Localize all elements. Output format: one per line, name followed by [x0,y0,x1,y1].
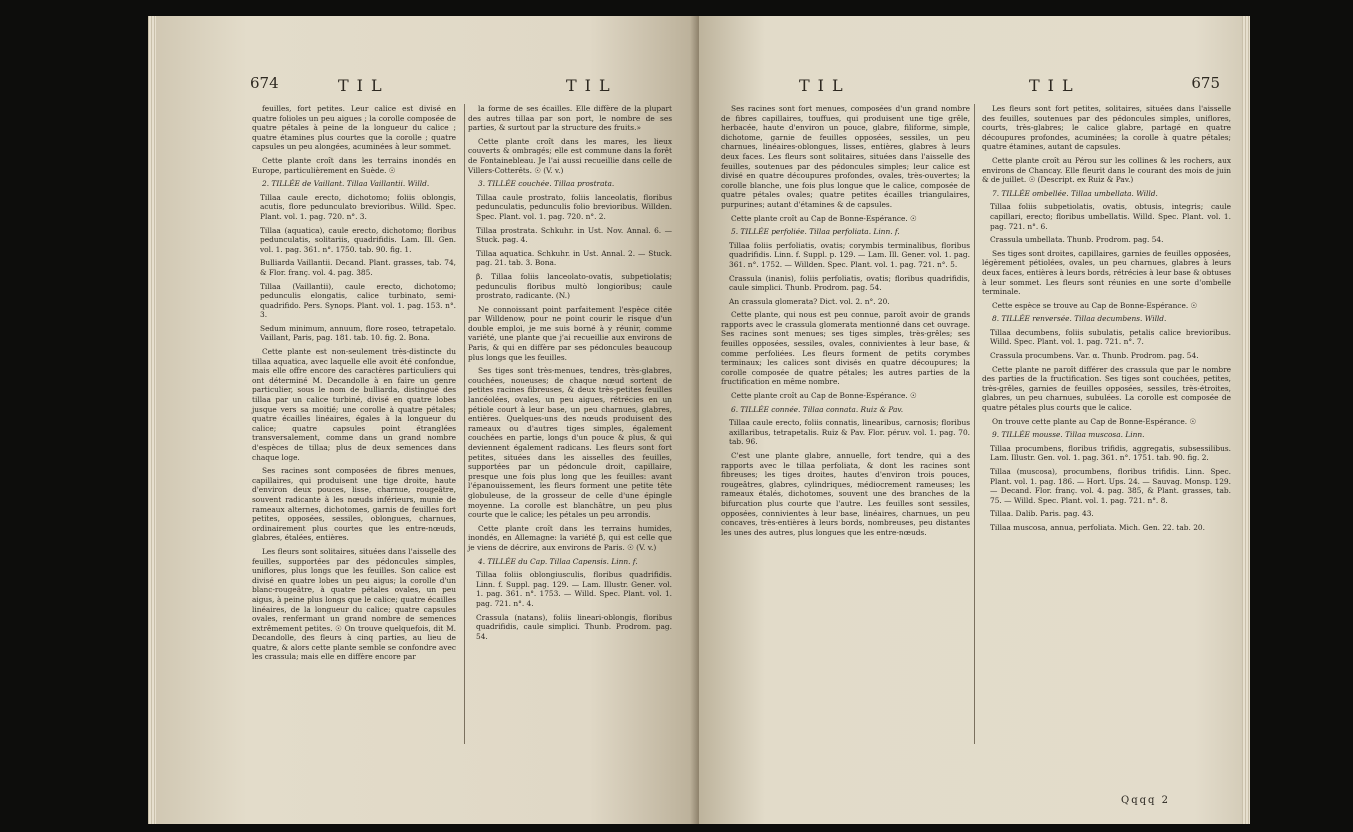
column-divider [464,104,465,744]
paragraph: Tillaa caule erecto, foliis connatis, linearibus, carnosis; floribus axillaribus, tetrapetalis. Ruiz & Pav. Flor. péruv. vol. 1. pag. 70. tab. 96. [729,418,970,447]
paragraph: 5. TILLÉE perfoliée. Tillaa perfoliata. Linn. f. [731,227,900,237]
paragraph: Tillaa caule erecto, dichotomo; foliis oblongis, acutis, flore pedunculato brevioribus. Willd. Spec. Plant. vol. 1. pag. 720. n°. 3. [260,192,456,221]
paragraph: Cette espèce se trouve au Cap de Bonne-Espérance. ☉ [992,300,1198,310]
left-running-head: TIL [338,76,390,95]
right-running-head: TIL [1029,76,1081,95]
book-spread [148,16,1250,824]
left-page [148,16,699,824]
paragraph: Cette plante croît dans les mares, les lieux couverts & ombragés; elle est commune dans la forêt de Fontainebleau. Je l'ai aussi recueillie dans celle de Villers-Cotterêts. ☉ (V. v.) [468,136,672,175]
paragraph: Tillaa decumbens, foliis subulatis, petalis calice brevioribus. Willd. Spec. Plant. vol. 1. pag. 721. n°. 7. [990,327,1231,347]
left-page-number: 674 [250,74,279,92]
paragraph: Les fleurs sont solitaires, situées dans l'aisselle des feuilles, supportées par des pédoncules simples, uniflores, plus longs que les feuilles. Son calice est divisé en quatre lobes un peu aigus; la corolle d'un blanc-rougeâtre, à quatre pétales ovales, un peu aigus, à peine plus longs que le calice; quatre écailles linéaires, de la longueur du calice; quatre capsules ovales, renfermant un grand nombre de semences extrêmement petites. ☉ On trouve quelquefois, dit M. Decandolle, des fleurs à cinq parties, au lieu de quatre, & alors cette plante semble se confondre avec les crassula; mais elle en diffère encore par [252,546,456,662]
paragraph: 8. TILLÉE renversée. Tillaa decumbens. Willd. [992,314,1167,324]
paragraph: Sedum minimum, annuum, flore roseo, tetrapetalo. Vaillant, Paris, pag. 181. tab. 10. fig. 2. Bona. [260,323,456,343]
paragraph: Cette plante croît au Cap de Bonne-Espérance. ☉ [731,213,917,223]
paragraph: Cette plante croît dans les terrains humides, inondés, en Allemagne: la variété β, qui est celle que je viens de décrire, aux environs de Paris. ☉ (V. v.) [468,523,672,552]
paragraph: Tillaa caule prostrato, foliis lanceolatis, floribus pedunculatis, pedunculis folio brevioribus. Willden. Spec. Plant. vol. 1. pag. 720. n°. 2. [476,192,672,221]
paragraph: Cette plante croît au Pérou sur les collines & les rochers, aux environs de Chancay. Elle fleurit dans le courant des mois de juin & de juillet. ☉ (Descript. ex Ruiz & Pav.) [982,155,1231,185]
left-running-head-right: TIL [566,76,618,95]
left-column-2 [468,104,672,666]
left-columns [252,104,672,666]
paragraph: Tillaa (Vaillantii), caule erecto, dichotomo; pedunculis elongatis, calice turbinato, semi-quadrifido. Pers. Synops. Plant. vol. 1. pag. 153. n°. 3. [260,281,456,320]
paragraph: Tillaa. Dalib. Paris. pag. 43. [990,509,1094,519]
paragraph: On trouve cette plante au Cap de Bonne-Espérance. ☉ [992,416,1197,426]
paragraph: Ne connoissant point parfaitement l'espèce citée par Willdenow, pour ne point courir le risque d'un double emploi, je me suis borné à y réunir, comme variété, une plante que j'ai recueillie aux environs de Paris, & qui en diffère par ses pédoncules beaucoup plus longs que les feuilles. [468,304,672,362]
paragraph: Ses racines sont composées de fibres menues, capillaires, qui produisent une tige droite, haute d'environ deux pouces, lisse, charnue, rougeâtre, souvent radicante à les nœuds inférieurs, munie de rameaux alternes, dichotomes, garnis de feuilles fort petites, opposées, sessiles, oblongues, charnues, ordinairement plus courtes que les entre-nœuds, glabres, étalées, entières. [252,466,456,543]
paragraph: feuilles, fort petites. Leur calice est divisé en quatre folioles un peu aigues ; la corolle composée de quatre pétales à peine de la longueur du calice ; quatre étamines plus courtes que la corolle ; quatre capsules un peu alongées, acuminées à leur sommet. [252,104,456,152]
paragraph: 6. TILLÉE connée. Tillaa connata. Ruiz & Pav. [731,404,904,414]
right-running-head-left: TIL [799,76,851,95]
paragraph: Tillaa (muscosa), procumbens, floribus trifidis. Linn. Spec. Plant. vol. 1. pag. 186. — Hort. Ups. 24. — Sauvag. Monsp. 129. — Decand. Flor. franç. vol. 4. pag. 385, & Plant. grasses, tab. 75. — Willd. Spec. Plant. vol. 1. pag. 721. n°. 8. [990,467,1231,505]
right-columns [721,104,1231,541]
paragraph: Tillaa (aquatica), caule erecto, dichotomo; floribus pedunculatis, solitariis, quadrifidis. Lam. Ill. Gen. vol. 1. pag. 361. n°. 1750. tab. 90. fig. 1. [260,225,456,254]
paragraph: Tillaa procumbens, floribus trifidis, aggregatis, subsessilibus. Lam. Illustr. Gen. vol. 1. pag. 361. n°. 1751. tab. 90. fig. 2. [990,443,1231,463]
paragraph: Tillaa foliis subpetiolatis, ovatis, obtusis, integris; caule capillari, erecto; floribus umbellatis. Willd. Spec. Plant. vol. 1. pag. 721. n°. 6. [990,202,1231,231]
right-page-number: 675 [1191,74,1220,92]
paragraph: Crassula procumbens. Var. α. Thunb. Prodrom. pag. 54. [990,351,1199,361]
paragraph: 2. TILLÉE de Vaillant. Tillaa Vaillantii. Willd. [262,179,430,189]
paragraph: Cette plante croît au Cap de Bonne-Espérance. ☉ [731,391,917,401]
paragraph: Crassula umbellata. Thunb. Prodrom. pag. 54. [990,235,1164,245]
paragraph: la forme de ses écailles. Elle diffère de la plupart des autres tillaa par son port, le nombre de ses parties, & surtout par la structure des fruits.» [468,104,672,133]
paragraph: Bulliarda Vaillantii. Decand. Plant. grasses, tab. 74, & Flor. franç. vol. 4. pag. 385. [260,258,456,277]
paragraph: 7. TILLÉE ombellée. Tillaa umbellata. Willd. [992,188,1158,198]
paragraph: Tillaa prostrata. Schkuhr. in Ust. Nov. Annal. 6. — Stuck. pag. 4. [476,225,672,245]
paragraph: C'est une plante glabre, annuelle, fort tendre, qui a des rapports avec le tillaa perfoliata, & dont les racines sont fibreuses; les tiges droites, hautes d'environ trois pouces, rougeâtres, glabres, cylindriques, médiocrement rameuses; les rameaux étalés, dichotomes, souvent une des branches de la bifurcation plus courte que l'autre. Les feuilles sont sessiles, opposées, connivientes à leur base, linéaires, charnues, un peu concaves, très-entières à leurs bords, nombreuses, peu distantes les unes des autres, plus longues que les entre-nœuds. [721,451,970,537]
column-divider [974,104,975,744]
paragraph: Cette plante ne paroît différer des crassula que par le nombre des parties de la fructification. Ses tiges sont couchées, petites, très-grêles, garnies de feuilles opposées, sessiles, très-étroites, glabres, un peu charnues, subulées. La corolle est composée de quatre pétales plus courts que le calice. [982,364,1231,413]
signature-mark: Qqqq 2 [1121,795,1170,806]
right-page-edge [1242,16,1250,824]
left-column-1 [252,104,456,666]
paragraph: Crassula (inanis), foliis perfoliatis, ovatis; floribus quadrifidis, caule simplici. Thunb. Prodrom. pag. 54. [729,273,970,293]
right-page [699,16,1250,824]
paragraph: Ses racines sont fort menues, composées d'un grand nombre de fibres capillaires, touffues, qui produisent une tige grêle, herbacée, haute d'environ un pouce, glabre, filiforme, simple, dichotome, garnie de feuilles opposées, sessiles, un peu charnues, linéaires-oblongues, lisses, entières, glabres à leurs deux faces. Les fleurs sont solitaires, situées dans l'aisselle des feuilles, soutenues par des pédoncules simples; leur calice est divisé en quatre découpures profondes, ovales, très-ouvertes; la corolle blanche, une fois plus longue que le calice, composée de quatre pétales ovales; quatre petites écailles triangulaires, purpurines; autant d'étamines & de capsules. [721,104,970,209]
paragraph: Les fleurs sont fort petites, solitaires, situées dans l'aisselle des feuilles, soutenues par des pédoncules simples, uniflores, courts, très-glabres; le calice glabre, partagé en quatre découpures profondes, acuminées; la corolle à quatre pétales; quatre étamines, autant de capsules. [982,104,1231,152]
paragraph: Cette plante est non-seulement très-distincte du tillaa aquatica, avec laquelle elle avoit été confondue, mais elle offre encore des caractères particuliers qui ont déterminé M. Decandolle à en faire un genre particulier, sous le nom de bulliarda, distingué des tillaa par un calice turbiné, divisé en quatre lobes jusque vers sa moitié; une corolle à quatre pétales; quatre écailles linéaires, égales à la longueur du calice; quatre capsules point étranglées transversalement, comme dans un grand nombre d'espèces de tillaa; plus de deux semences dans chaque loge. [252,347,456,462]
right-column-1 [721,104,970,541]
paragraph: 3. TILLÉE couchée. Tillaa prostrata. [478,179,615,189]
right-column-2 [982,104,1231,541]
paragraph: β. Tillaa foliis lanceolato-ovatis, subpetiolatis; pedunculis floribus multò longioribus; caule prostrato, radicante. (N.) [476,271,672,301]
paragraph: 9. TILLÉE mousse. Tillaa muscosa. Linn. [992,430,1145,440]
paragraph: Cette plante croît dans les terrains inondés en Europe, particulièrement en Suède. ☉ [252,155,456,175]
paragraph: Tillaa muscosa, annua, perfoliata. Mich. Gen. 22. tab. 20. [990,522,1205,532]
paragraph: Tillaa foliis perfoliatis, ovatis; corymbis terminalibus, floribus quadrifidis. Linn. f. Suppl. p. 129. — Lam. Ill. Gener. vol. 1. pag. 361. n°. 1752. — Willden. Spec. Plant. vol. 1. pag. 721. n°. 5. [729,240,970,269]
paragraph: 4. TILLÉE du Cap. Tillaa Capensis. Linn. f. [478,556,638,566]
paragraph: Ses tiges sont très-menues, tendres, très-glabres, couchées, noueuses; de chaque nœud sortent de petites racines fibreuses, & deux très-petites feuilles lancéolées, ovales, un peu aigues, rétrécies en un pétiole court à leur base, un peu charnues, glabres, entières. Quelques-uns des nœuds produisent des rameaux ou d'autres tiges simples, également couchées en partie, longs d'un pouce & plus, & qui deviennent également radicans. Les fleurs sont fort petites, situées dans les aisselles des feuilles, supportées par un pédoncule droit, capillaire, presque une fois plus long que les feuilles: avant l'épanouissement, les fleurs forment une petite tête globuleuse, de la grosseur de celle d'une épingle moyenne. La corolle est blanchâtre, un peu plus courte que le calice; les pétales un peu arrondis. [468,366,672,520]
paragraph: An crassula glomerata? Dict. vol. 2. n°. 20. [729,296,890,306]
paragraph: Tillaa foliis oblongiusculis, floribus quadrifidis. Linn. f. Suppl. pag. 129. — Lam. Illustr. Gener. vol. 1. pag. 361. n°. 1753. — Willd. Spec. Plant. vol. 1. pag. 721. n°. 4. [476,570,672,608]
paragraph: Ses tiges sont droites, capillaires, garnies de feuilles opposées, légèrement pétiolées, ovales, un peu charnues, glabres à leurs deux faces, entières à leurs bords, rétrécies à leur base & obtuses à leur sommet. Les fleurs sont réunies en une sorte d'ombelle terminale. [982,248,1231,297]
paragraph: Tillaa aquatica. Schkuhr. in Ust. Annal. 2. — Stuck. pag. 21. tab. 3. Bona. [476,248,672,268]
paragraph: Cette plante, qui nous est peu connue, paroît avoir de grands rapports avec le crassula glomerata mentionné dans cet ouvrage. Ses racines sont menues; ses tiges simples, très-grêles; ses feuilles opposées, sessiles, ovales, connivientes à leur base, & comme perfoliées. Les fleurs forment de petits corymbes terminaux; les calices sont divisés en quatre découpures; la corolle composée de quatre pétales; les autres parties de la fructification en même nombre. [721,310,970,387]
paragraph: Crassula (natans), foliis lineari-oblongis, floribus quadrifidis, caule simplici. Thunb. Prodrom. pag. 54. [476,612,672,641]
left-page-edge [148,16,156,824]
